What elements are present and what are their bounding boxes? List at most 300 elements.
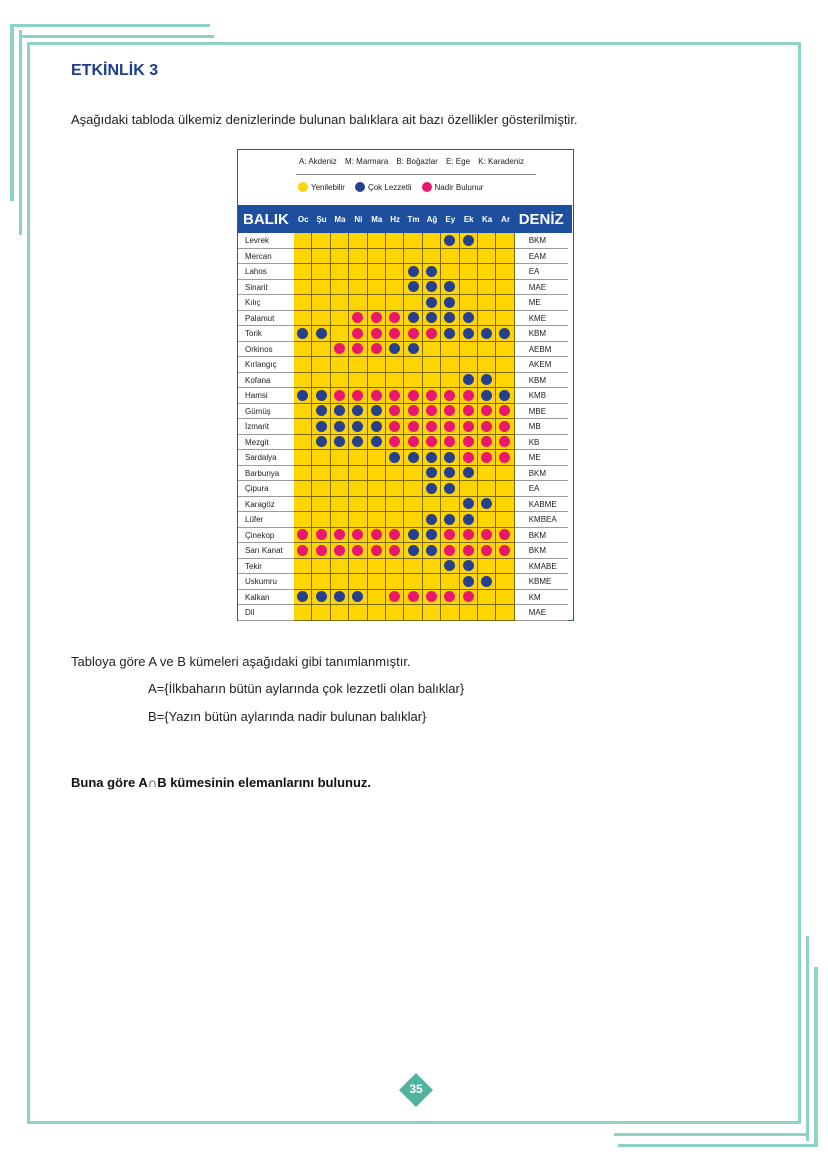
table-row: [238, 481, 572, 497]
month-cell: [423, 264, 441, 280]
month-cell: [460, 605, 478, 621]
month-cell: [312, 280, 330, 296]
month-cell: [423, 512, 441, 528]
frame-line: [814, 967, 818, 1147]
fish-name: Gümüş: [238, 404, 294, 420]
month-header: Ma: [334, 214, 346, 224]
fish-name: Sarı Kanat: [238, 543, 294, 559]
month-cell: [349, 497, 367, 513]
month-cell: [312, 342, 330, 358]
rare-dot-icon: [444, 545, 455, 556]
tasty-dot-icon: [316, 390, 327, 401]
month-cell: [386, 342, 404, 358]
month-cell: [478, 435, 496, 451]
month-cell: [312, 559, 330, 575]
month-cell: [349, 357, 367, 373]
sea-code: EA: [515, 264, 568, 280]
tasty-dot-icon: [426, 312, 437, 323]
month-cell: [423, 450, 441, 466]
month-cell: [294, 295, 312, 311]
tasty-dot-icon: [463, 235, 474, 246]
month-cell: [460, 512, 478, 528]
fish-name: Levrek: [238, 233, 294, 249]
month-cell: [478, 326, 496, 342]
rare-dot-icon: [389, 421, 400, 432]
header-sea: DENİZ: [518, 210, 564, 228]
month-cell: [478, 233, 496, 249]
sea-code: KBME: [515, 574, 568, 590]
month-cell: [496, 311, 514, 327]
month-cell: [441, 590, 459, 606]
rare-dot-icon: [444, 591, 455, 602]
month-cell: [478, 404, 496, 420]
sea-code: KMBEA: [515, 512, 568, 528]
month-cell: [312, 574, 330, 590]
fish-name: Tekir: [238, 559, 294, 575]
month-cell: [294, 357, 312, 373]
rare-dot-icon: [297, 529, 308, 540]
month-cell: [331, 280, 349, 296]
rare-dot-icon: [371, 343, 382, 354]
month-cell: [496, 357, 514, 373]
month-cell: [331, 404, 349, 420]
rare-dot-icon: [352, 328, 363, 339]
month-cell: [386, 311, 404, 327]
month-cell: [423, 435, 441, 451]
month-cell: [386, 264, 404, 280]
tasty-dot-icon: [463, 514, 474, 525]
month-cell: [460, 590, 478, 606]
sea-code: AKEM: [515, 357, 568, 373]
table-row: [238, 435, 572, 451]
month-cell: [460, 559, 478, 575]
rare-dot-icon: [481, 405, 492, 416]
month-cell: [331, 342, 349, 358]
table-row: [238, 264, 572, 280]
rare-dot-icon: [352, 390, 363, 401]
month-cell: [460, 388, 478, 404]
set-b-definition: B={Yazın bütün aylarında nadir bulunan balıklar}: [148, 709, 427, 724]
month-cell: [478, 388, 496, 404]
month-header: Ek: [463, 214, 474, 224]
fish-name: Mezgit: [238, 435, 294, 451]
month-cell: [386, 559, 404, 575]
tasty-dot-icon: [444, 281, 455, 292]
month-cell: [478, 311, 496, 327]
frame-line: [618, 1144, 818, 1147]
tasty-dot-icon: [334, 436, 345, 447]
month-cell: [386, 280, 404, 296]
month-cell: [478, 574, 496, 590]
frame-line: [806, 936, 809, 1141]
fish-name: Kalkan: [238, 590, 294, 606]
rare-dot-icon: [352, 545, 363, 556]
month-cell: [478, 280, 496, 296]
rare-dot-icon: [389, 390, 400, 401]
month-cell: [441, 388, 459, 404]
month-cell: [331, 249, 349, 265]
month-cell: [478, 419, 496, 435]
month-cell: [349, 512, 367, 528]
month-cell: [496, 326, 514, 342]
rare-dot-icon: [426, 405, 437, 416]
tasty-dot-icon: [481, 498, 492, 509]
month-cell: [386, 388, 404, 404]
month-cell: [386, 435, 404, 451]
month-cell: [386, 605, 404, 621]
tasty-dot-icon: [463, 467, 474, 478]
month-cell: [423, 497, 441, 513]
month-cell: [368, 450, 386, 466]
month-cell: [404, 528, 422, 544]
month-cell: [312, 264, 330, 280]
month-cell: [368, 466, 386, 482]
rare-dot-icon: [499, 545, 510, 556]
legend-divider: [296, 174, 536, 175]
tasty-dot-icon: [389, 343, 400, 354]
tasty-dot-icon: [463, 374, 474, 385]
month-cell: [496, 249, 514, 265]
fish-name: Uskumru: [238, 574, 294, 590]
month-cell: [460, 264, 478, 280]
table-row: [238, 311, 572, 327]
month-cell: [294, 497, 312, 513]
month-cell: [349, 435, 367, 451]
month-cell: [404, 435, 422, 451]
month-cell: [294, 419, 312, 435]
month-cell: [423, 466, 441, 482]
tasty-dot-icon: [463, 576, 474, 587]
month-cell: [386, 481, 404, 497]
month-cell: [312, 435, 330, 451]
month-cell: [294, 450, 312, 466]
month-cell: [460, 450, 478, 466]
month-cell: [331, 357, 349, 373]
month-cell: [478, 342, 496, 358]
month-cell: [331, 528, 349, 544]
rare-dot-icon: [444, 390, 455, 401]
page-number: [400, 1074, 432, 1106]
yellow-dot-icon: [298, 182, 308, 192]
month-cell: [441, 466, 459, 482]
month-cell: [404, 404, 422, 420]
month-cell: [404, 233, 422, 249]
month-cell: [441, 373, 459, 389]
month-cell: [478, 543, 496, 559]
frame-line: [614, 1133, 809, 1136]
month-cell: [496, 481, 514, 497]
tasty-dot-icon: [463, 312, 474, 323]
month-cell: [349, 342, 367, 358]
table-row: [238, 233, 572, 249]
tasty-dot-icon: [334, 405, 345, 416]
month-cell: [386, 450, 404, 466]
month-cell: [496, 574, 514, 590]
sea-code: KBM: [515, 373, 568, 389]
tasty-dot-icon: [444, 235, 455, 246]
month-cell: [423, 574, 441, 590]
rare-dot-icon: [334, 545, 345, 556]
month-cell: [368, 388, 386, 404]
month-cell: [478, 497, 496, 513]
table-row: [238, 419, 572, 435]
rare-dot-icon: [463, 452, 474, 463]
month-cell: [404, 388, 422, 404]
tasty-dot-icon: [408, 266, 419, 277]
tasty-dot-icon: [316, 436, 327, 447]
month-cell: [349, 543, 367, 559]
month-cell: [404, 357, 422, 373]
month-cell: [294, 233, 312, 249]
month-cell: [423, 342, 441, 358]
tasty-dot-icon: [352, 405, 363, 416]
rare-dot-icon: [481, 421, 492, 432]
month-cell: [349, 574, 367, 590]
month-cell: [331, 419, 349, 435]
marker-legend: [298, 182, 493, 192]
month-cell: [312, 388, 330, 404]
month-cell: [478, 481, 496, 497]
month-cell: [478, 249, 496, 265]
month-cell: [349, 233, 367, 249]
month-cell: [294, 512, 312, 528]
frame-line: [19, 30, 22, 235]
month-cell: [349, 419, 367, 435]
tasty-dot-icon: [389, 452, 400, 463]
month-cell: [478, 590, 496, 606]
month-cell: [331, 512, 349, 528]
marker-legend-label: Çok Lezzetli: [367, 182, 412, 192]
question-text: Tabloya göre A ve B kümeleri aşağıdaki gibi tanımlanmıştır.: [71, 654, 411, 669]
frame-line: [19, 35, 214, 38]
month-cell: [331, 466, 349, 482]
tasty-dot-icon: [408, 281, 419, 292]
month-cell: [331, 543, 349, 559]
rare-dot-icon: [352, 312, 363, 323]
month-cell: [386, 528, 404, 544]
tasty-dot-icon: [444, 452, 455, 463]
month-cell: [441, 419, 459, 435]
tasty-dot-icon: [316, 421, 327, 432]
month-cell: [294, 326, 312, 342]
month-cell: [331, 264, 349, 280]
month-cell: [496, 528, 514, 544]
tasty-dot-icon: [352, 436, 363, 447]
month-cell: [423, 559, 441, 575]
month-cell: [441, 543, 459, 559]
month-cell: [368, 435, 386, 451]
month-header: Ağ: [426, 214, 438, 224]
rare-dot-icon: [426, 591, 437, 602]
month-cell: [386, 357, 404, 373]
month-cell: [349, 404, 367, 420]
month-cell: [386, 326, 404, 342]
month-header: Ka: [481, 214, 493, 224]
sea-legend-item: B: Boğazlar: [396, 157, 438, 166]
table-row: [238, 512, 572, 528]
tasty-dot-icon: [408, 343, 419, 354]
tasty-dot-icon: [334, 421, 345, 432]
month-cell: [312, 249, 330, 265]
month-cell: [294, 590, 312, 606]
page-title: ETKİNLİK 3: [71, 62, 159, 79]
tasty-dot-icon: [426, 529, 437, 540]
month-cell: [404, 326, 422, 342]
rare-dot-icon: [408, 328, 419, 339]
rare-dot-icon: [352, 529, 363, 540]
month-cell: [496, 233, 514, 249]
fish-table: [237, 149, 574, 621]
sea-code: MB: [515, 419, 568, 435]
table-row: [238, 326, 572, 342]
month-cell: [478, 605, 496, 621]
month-cell: [294, 543, 312, 559]
rare-dot-icon: [408, 405, 419, 416]
month-cell: [331, 295, 349, 311]
month-cell: [312, 512, 330, 528]
month-cell: [368, 528, 386, 544]
month-cell: [460, 342, 478, 358]
fish-name: Karagöz: [238, 497, 294, 513]
month-header: Şu: [316, 214, 327, 224]
sea-code: BKM: [515, 466, 568, 482]
month-cell: [294, 311, 312, 327]
rare-dot-icon: [371, 545, 382, 556]
sea-code: AEBM: [515, 342, 568, 358]
month-cell: [496, 605, 514, 621]
sea-legend: [299, 157, 530, 166]
month-cell: [404, 295, 422, 311]
fish-name: Lüfer: [238, 512, 294, 528]
month-cell: [496, 466, 514, 482]
rare-dot-icon: [408, 436, 419, 447]
month-header: Tm: [407, 214, 420, 224]
month-cell: [404, 264, 422, 280]
month-cell: [294, 435, 312, 451]
month-cell: [404, 559, 422, 575]
month-cell: [294, 605, 312, 621]
month-cell: [423, 590, 441, 606]
tasty-dot-icon: [481, 390, 492, 401]
month-cell: [423, 605, 441, 621]
month-cell: [386, 373, 404, 389]
rare-dot-icon: [408, 591, 419, 602]
month-cell: [441, 559, 459, 575]
month-cell: [312, 373, 330, 389]
month-cell: [386, 233, 404, 249]
month-cell: [294, 404, 312, 420]
table-row: [238, 388, 572, 404]
month-cell: [441, 342, 459, 358]
month-cell: [441, 404, 459, 420]
tasty-dot-icon: [426, 467, 437, 478]
fish-name: Çipura: [238, 481, 294, 497]
month-cell: [368, 295, 386, 311]
month-cell: [441, 497, 459, 513]
month-cell: [460, 357, 478, 373]
pink-dot-icon: [422, 182, 432, 192]
rare-dot-icon: [408, 390, 419, 401]
tasty-dot-icon: [426, 483, 437, 494]
month-cell: [404, 311, 422, 327]
month-cell: [423, 280, 441, 296]
month-cell: [349, 373, 367, 389]
sea-legend-item: M: Marmara: [345, 157, 389, 166]
fish-name: Sinarit: [238, 280, 294, 296]
month-cell: [386, 466, 404, 482]
tasty-dot-icon: [426, 545, 437, 556]
month-header: Ar: [501, 214, 510, 224]
table-row: [238, 295, 572, 311]
rare-dot-icon: [389, 312, 400, 323]
month-cell: [460, 295, 478, 311]
month-cell: [312, 497, 330, 513]
sea-code: ME: [515, 450, 568, 466]
month-cell: [312, 481, 330, 497]
tasty-dot-icon: [499, 390, 510, 401]
tasty-dot-icon: [481, 328, 492, 339]
tasty-dot-icon: [297, 390, 308, 401]
month-cell: [423, 404, 441, 420]
marker-legend-label: Yenilebilir: [311, 182, 345, 192]
tasty-dot-icon: [426, 514, 437, 525]
month-cell: [460, 311, 478, 327]
rare-dot-icon: [389, 328, 400, 339]
month-cell: [331, 373, 349, 389]
table-row: [238, 605, 572, 621]
month-cell: [496, 450, 514, 466]
month-cell: [496, 264, 514, 280]
month-cell: [312, 357, 330, 373]
month-cell: [368, 280, 386, 296]
month-cell: [312, 590, 330, 606]
month-cell: [294, 373, 312, 389]
fish-name: Palamut: [238, 311, 294, 327]
month-cell: [496, 280, 514, 296]
rare-dot-icon: [481, 545, 492, 556]
month-cell: [331, 497, 349, 513]
month-cell: [349, 388, 367, 404]
month-cell: [386, 295, 404, 311]
month-cell: [331, 326, 349, 342]
sea-code: EAM: [515, 249, 568, 265]
month-cell: [349, 528, 367, 544]
tasty-dot-icon: [444, 297, 455, 308]
table-row: [238, 373, 572, 389]
tasty-dot-icon: [316, 328, 327, 339]
tasty-dot-icon: [444, 483, 455, 494]
rare-dot-icon: [481, 436, 492, 447]
tasty-dot-icon: [371, 405, 382, 416]
month-cell: [331, 388, 349, 404]
month-cell: [496, 373, 514, 389]
month-cell: [294, 342, 312, 358]
month-cell: [496, 559, 514, 575]
month-cell: [349, 280, 367, 296]
tasty-dot-icon: [444, 560, 455, 571]
month-cell: [294, 249, 312, 265]
month-cell: [331, 311, 349, 327]
month-cell: [441, 435, 459, 451]
sea-legend-item: E: Ege: [446, 157, 471, 166]
month-cell: [404, 605, 422, 621]
rare-dot-icon: [316, 545, 327, 556]
tasty-dot-icon: [444, 514, 455, 525]
month-cell: [423, 528, 441, 544]
month-cell: [368, 357, 386, 373]
month-cell: [331, 435, 349, 451]
rare-dot-icon: [499, 452, 510, 463]
